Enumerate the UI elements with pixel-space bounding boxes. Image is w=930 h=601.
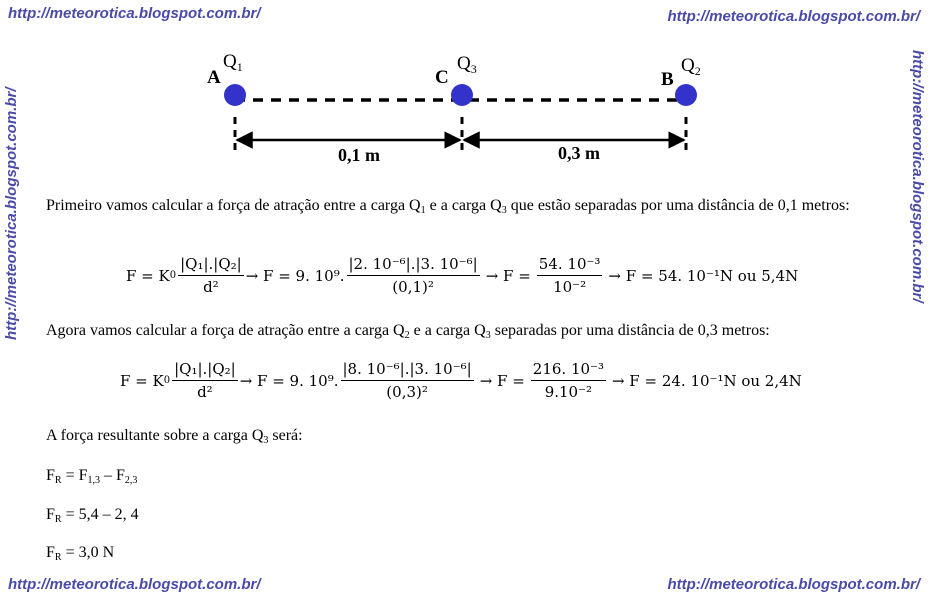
fraction-value: $\frac{\text{54. 10⁻³}}{\text{10⁻²}}$ (538, 255, 601, 296)
paragraph-force-23: Agora vamos calcular a força de atração entre a carga $Q_2$ e a carga $Q_3$ separadas por uma distância de 0,3 metros: (46, 322, 770, 341)
charge-dot-a (224, 84, 246, 106)
fraction-charges: $\frac{\text{|2. 10⁻⁶|.|3. 10⁻⁶|}}{\text{(0,1)²}}$ (348, 255, 478, 296)
charge-dot-b (675, 84, 697, 106)
charges-diagram (195, 45, 715, 170)
equation-force-23: F = K 0 $\frac{\text{|Q₁|.|Q₂|}}{\text{d²}}$ → F = 9. 10⁹. $\frac{\text{|8. 10⁻⁶|.|3. 10⁻⁶|}}{\text{(0,3)²}}$ → F = $\frac{\text{216. 10⁻³}}{\text{9.10⁻²}}$ → F = 24. 10⁻¹N ou 2,4N (120, 360, 802, 401)
resultant-answer: $F_R = 3,0$ N (46, 544, 115, 563)
resultant-formula: $F_R = F_{1,3} - F_{2,3}$ (46, 467, 138, 486)
fraction-coulomb: $\frac{\text{|Q₁|.|Q₂|}}{\text{d²}}$ (180, 255, 242, 296)
point-a-label: A (207, 67, 221, 88)
fraction-charges: $\frac{\text{|8. 10⁻⁶|.|3. 10⁻⁶|}}{\text{(0,3)²}}$ (342, 360, 472, 401)
distance-cb-label: 0,3 m (558, 143, 600, 163)
watermark-left-vertical: http://meteorotica.blogspot.com.br/ (3, 87, 20, 340)
point-b-label: B (661, 69, 674, 90)
charge-dot-c (451, 84, 473, 106)
fraction-coulomb: $\frac{\text{|Q₁|.|Q₂|}}{\text{d²}}$ (174, 360, 236, 401)
charge-label-q1: $Q_1$ (223, 51, 243, 74)
charge-label-q2: $Q_2$ (681, 55, 701, 78)
distance-ac-label: 0,1 m (338, 145, 380, 165)
watermark-bottom-right: http://meteorotica.blogspot.com.br/ (667, 576, 920, 593)
equation-force-13: F = K 0 $\frac{\text{|Q₁|.|Q₂|}}{\text{d²}}$ → F = 9. 10⁹. $\frac{\text{|2. 10⁻⁶|.|3. 10⁻⁶|}}{\text{(0,1)²}}$ → F = $\frac{\text{54. 10⁻³}}{\text{10⁻²}}$ → F = 54. 10⁻¹N ou 5,4N (126, 255, 799, 296)
fraction-value: $\frac{\text{216. 10⁻³}}{\text{9.10⁻²}}$ (532, 360, 604, 401)
charge-label-q3: $Q_3$ (457, 53, 477, 76)
paragraph-force-13: Primeiro vamos calcular a força de atração entre a carga $Q_1$ e a carga $Q_3$ que estão separadas por uma distância de 0,1 metros: (46, 197, 850, 216)
watermark-top-right: http://meteorotica.blogspot.com.br/ (667, 8, 920, 25)
watermark-top-left: http://meteorotica.blogspot.com.br/ (8, 5, 261, 22)
point-c-label: C (435, 67, 449, 88)
watermark-bottom-left: http://meteorotica.blogspot.com.br/ (8, 576, 261, 593)
watermark-right-vertical: http://meteorotica.blogspot.com.br/ (909, 50, 926, 303)
paragraph-resultant: A força resultante sobre a carga $Q_3$ será: (46, 427, 303, 446)
resultant-substitution: $F_R = 5,4 - 2$, 4 (46, 506, 139, 525)
